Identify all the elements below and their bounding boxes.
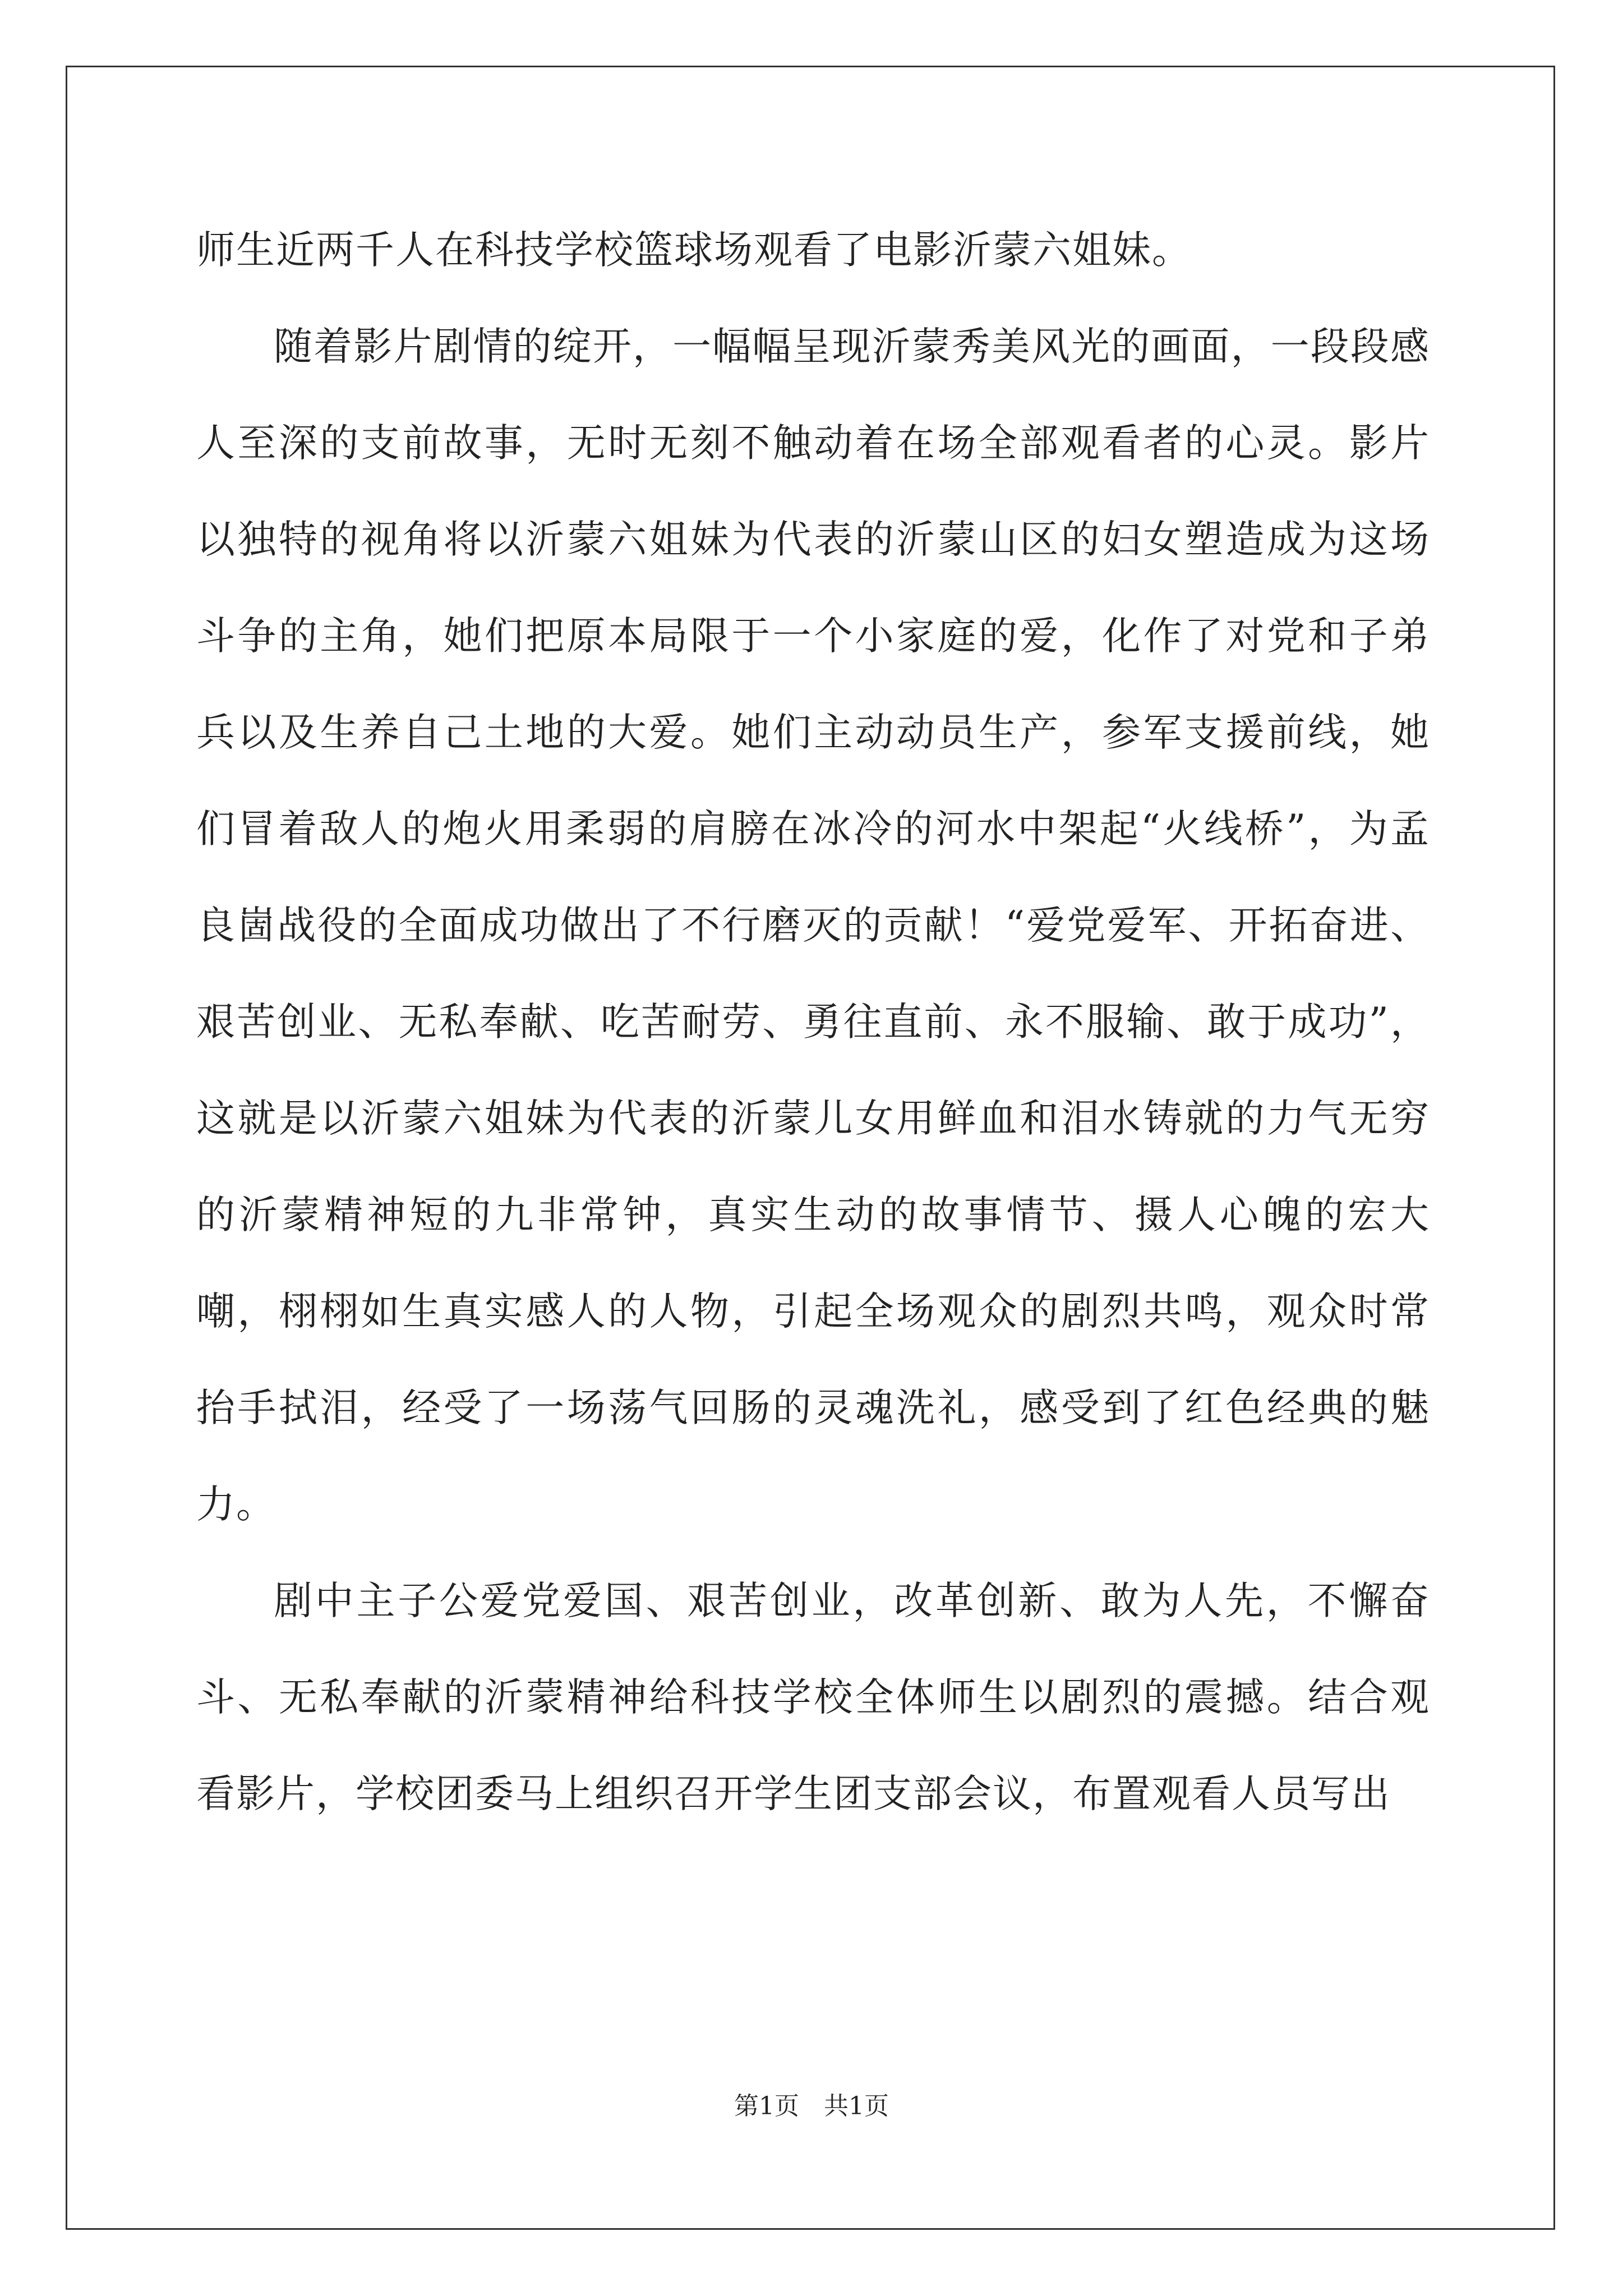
- page-footer: 第1页 共1页: [734, 2092, 889, 2120]
- paragraph-2: 随着影片剧情的绽开，一幅幅呈现沂蒙秀美风光的画面，一段段感人至深的支前故事，无时无刻不触动着在场全部观看者的心灵。影片以独特的视角将以沂蒙六姐妹为代表的沂蒙山区的妇女塑造成为这场斗争的主角，她们把原本局限于一个小家庭的爱，化作了对党和子弟兵以及生养自己土地的大爱。她们主动动员生产，参军支援前线，她们冒着敌人的炮火用柔弱的肩膀在冰冷的河水中架起“火线桥”，为孟良崮战役的全面成功做出了不行磨灭的贡献！“爱党爱军、开拓奋进、艰苦创业、无私奉献、吃苦耐劳、勇往直前、永不服输、敢于成功”，这就是以沂蒙六姐妹为代表的沂蒙儿女用鲜血和泪水铸就的力气无穷的沂蒙精神短的九非常钟，真实生动的故事情节、摄人心魄的宏大嘲，栩栩如生真实感人的人物，引起全场观众的剧烈共鸣，观众时常抬手拭泪，经受了一场荡气回肠的灵魂洗礼，感受到了红色经典的魅力。: [196, 324, 1430, 1527]
- paragraph-1: 师生近两千人在科技学校篮球场观看了电影沂蒙六姐妹。: [196, 228, 1192, 273]
- paragraph-3: 剧中主子公爱党爱国、艰苦创业，改革创新、敢为人先，不懈奋斗、无私奉献的沂蒙精神给科技学校全体师生以剧烈的震撼。结合观看影片，学校团委马上组织召开学生团支部会议，布置观看人员写出: [196, 1579, 1430, 1816]
- document-body: [196, 202, 1430, 1842]
